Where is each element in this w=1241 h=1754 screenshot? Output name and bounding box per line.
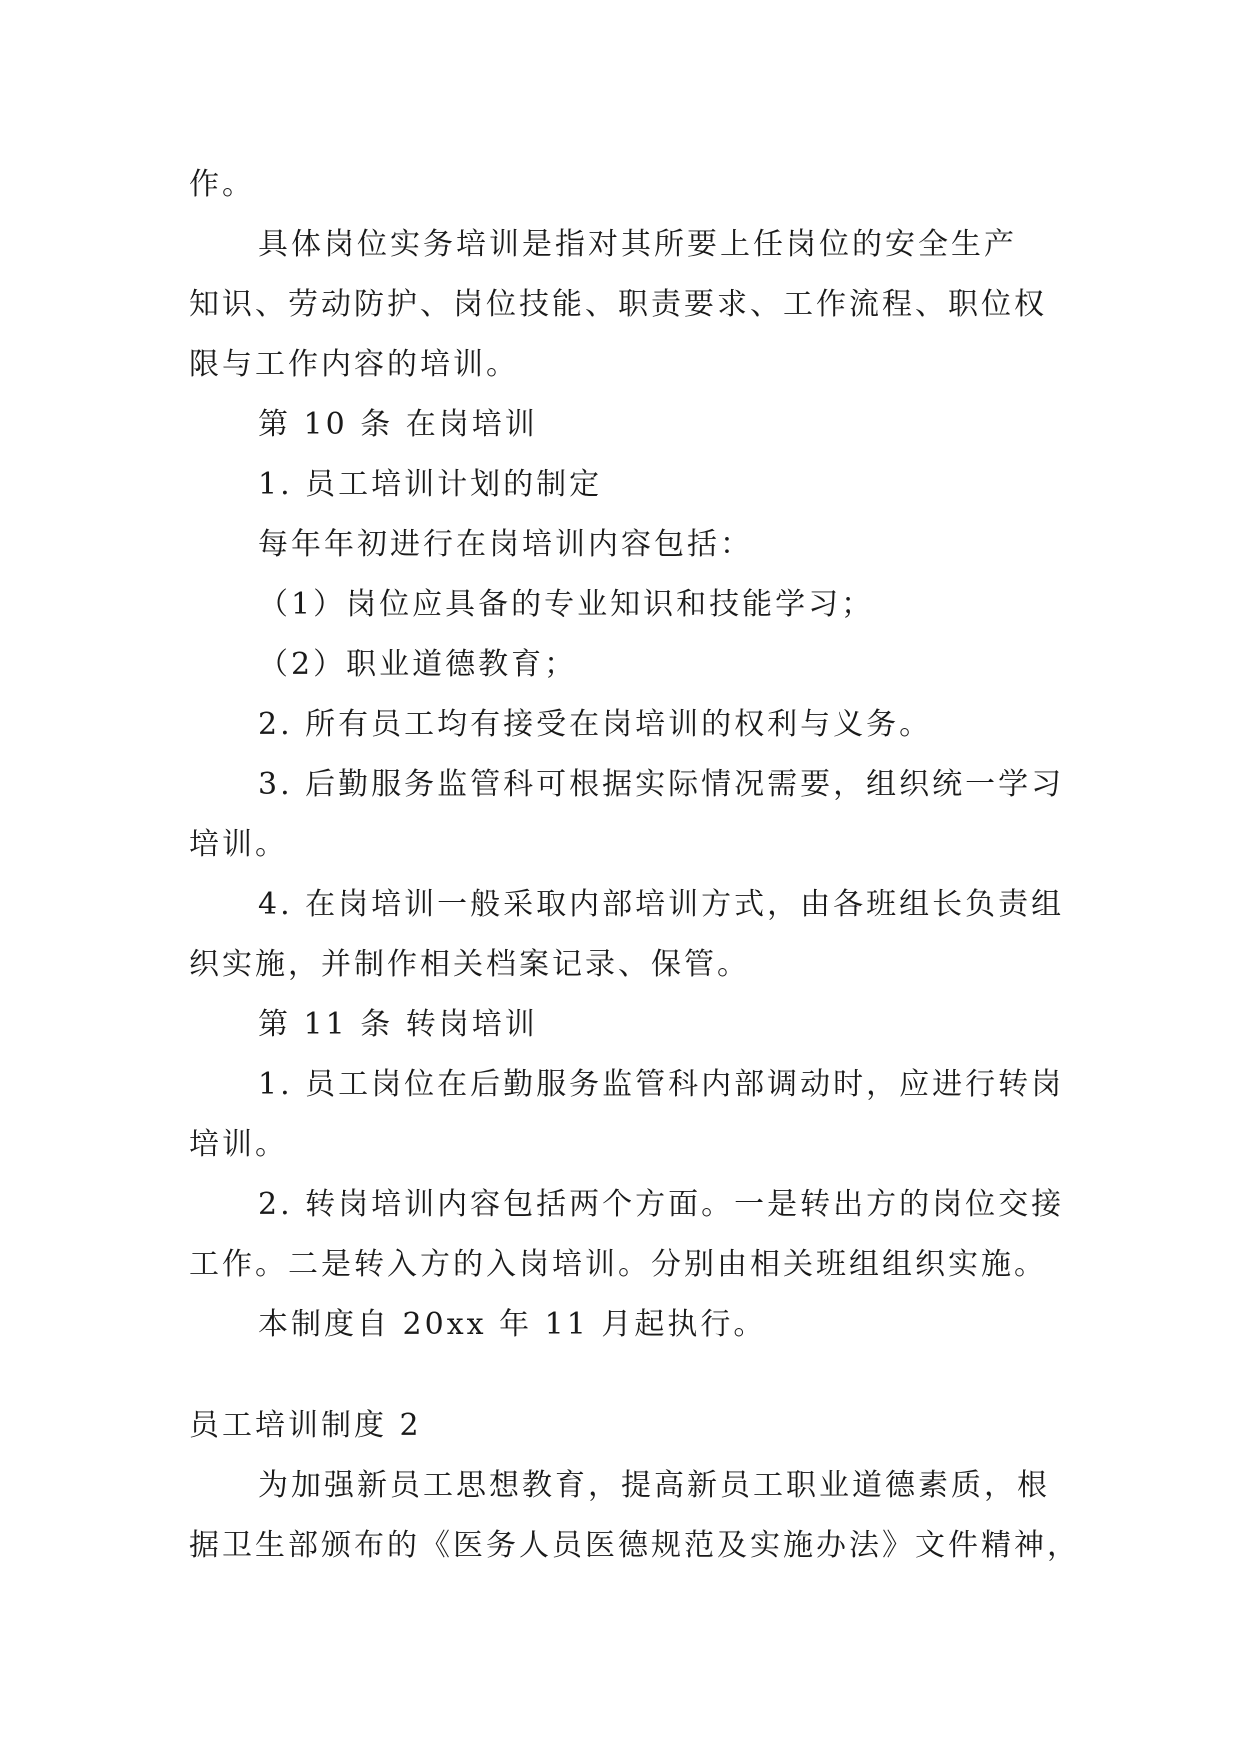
paragraph-line: 4. 在岗培训一般采取内部培训方式，由各班组长负责组 bbox=[258, 887, 1065, 922]
paragraph-line: 具体岗位实务培训是指对其所要上任岗位的安全生产 bbox=[258, 227, 1017, 262]
paragraph-line: 2. 转岗培训内容包括两个方面。一是转出方的岗位交接 bbox=[258, 1187, 1065, 1222]
list-item: （2）职业道德教育； bbox=[258, 647, 578, 682]
paragraph-line: 工作。二是转入方的入岗培训。分别由相关班组组织实施。 bbox=[189, 1247, 1047, 1282]
paragraph-line: 1. 员工培训计划的制定 bbox=[258, 467, 603, 502]
paragraph-line: 2. 所有员工均有接受在岗培训的权利与义务。 bbox=[258, 707, 933, 742]
list-item: （1）岗位应具备的专业知识和技能学习； bbox=[258, 587, 875, 622]
paragraph-line: 织实施，并制作相关档案记录、保管。 bbox=[189, 947, 750, 982]
section-heading: 第 10 条 在岗培训 bbox=[258, 407, 538, 442]
section-heading: 第 11 条 转岗培训 bbox=[258, 1007, 538, 1042]
paragraph-line: 作。 bbox=[189, 167, 255, 202]
paragraph-line: 每年年初进行在岗培训内容包括： bbox=[258, 527, 753, 562]
paragraph-line: 为加强新员工思想教育，提高新员工职业道德素质，根 bbox=[258, 1468, 1050, 1503]
document-title: 员工培训制度 2 bbox=[189, 1408, 422, 1443]
paragraph-line: 培训。 bbox=[189, 1127, 288, 1162]
paragraph-line: 限与工作内容的培训。 bbox=[189, 347, 519, 382]
paragraph-line: 据卫生部颁布的《医务人员医德规范及实施办法》文件精神， bbox=[189, 1528, 1080, 1563]
paragraph-line: 3. 后勤服务监管科可根据实际情况需要，组织统一学习 bbox=[258, 767, 1065, 802]
paragraph-line: 1. 员工岗位在后勤服务监管科内部调动时，应进行转岗 bbox=[258, 1067, 1065, 1102]
paragraph-line: 本制度自 20xx 年 11 月起执行。 bbox=[258, 1307, 767, 1342]
paragraph-line: 培训。 bbox=[189, 827, 288, 862]
paragraph-line: 知识、劳动防护、岗位技能、职责要求、工作流程、职位权 bbox=[189, 287, 1047, 322]
